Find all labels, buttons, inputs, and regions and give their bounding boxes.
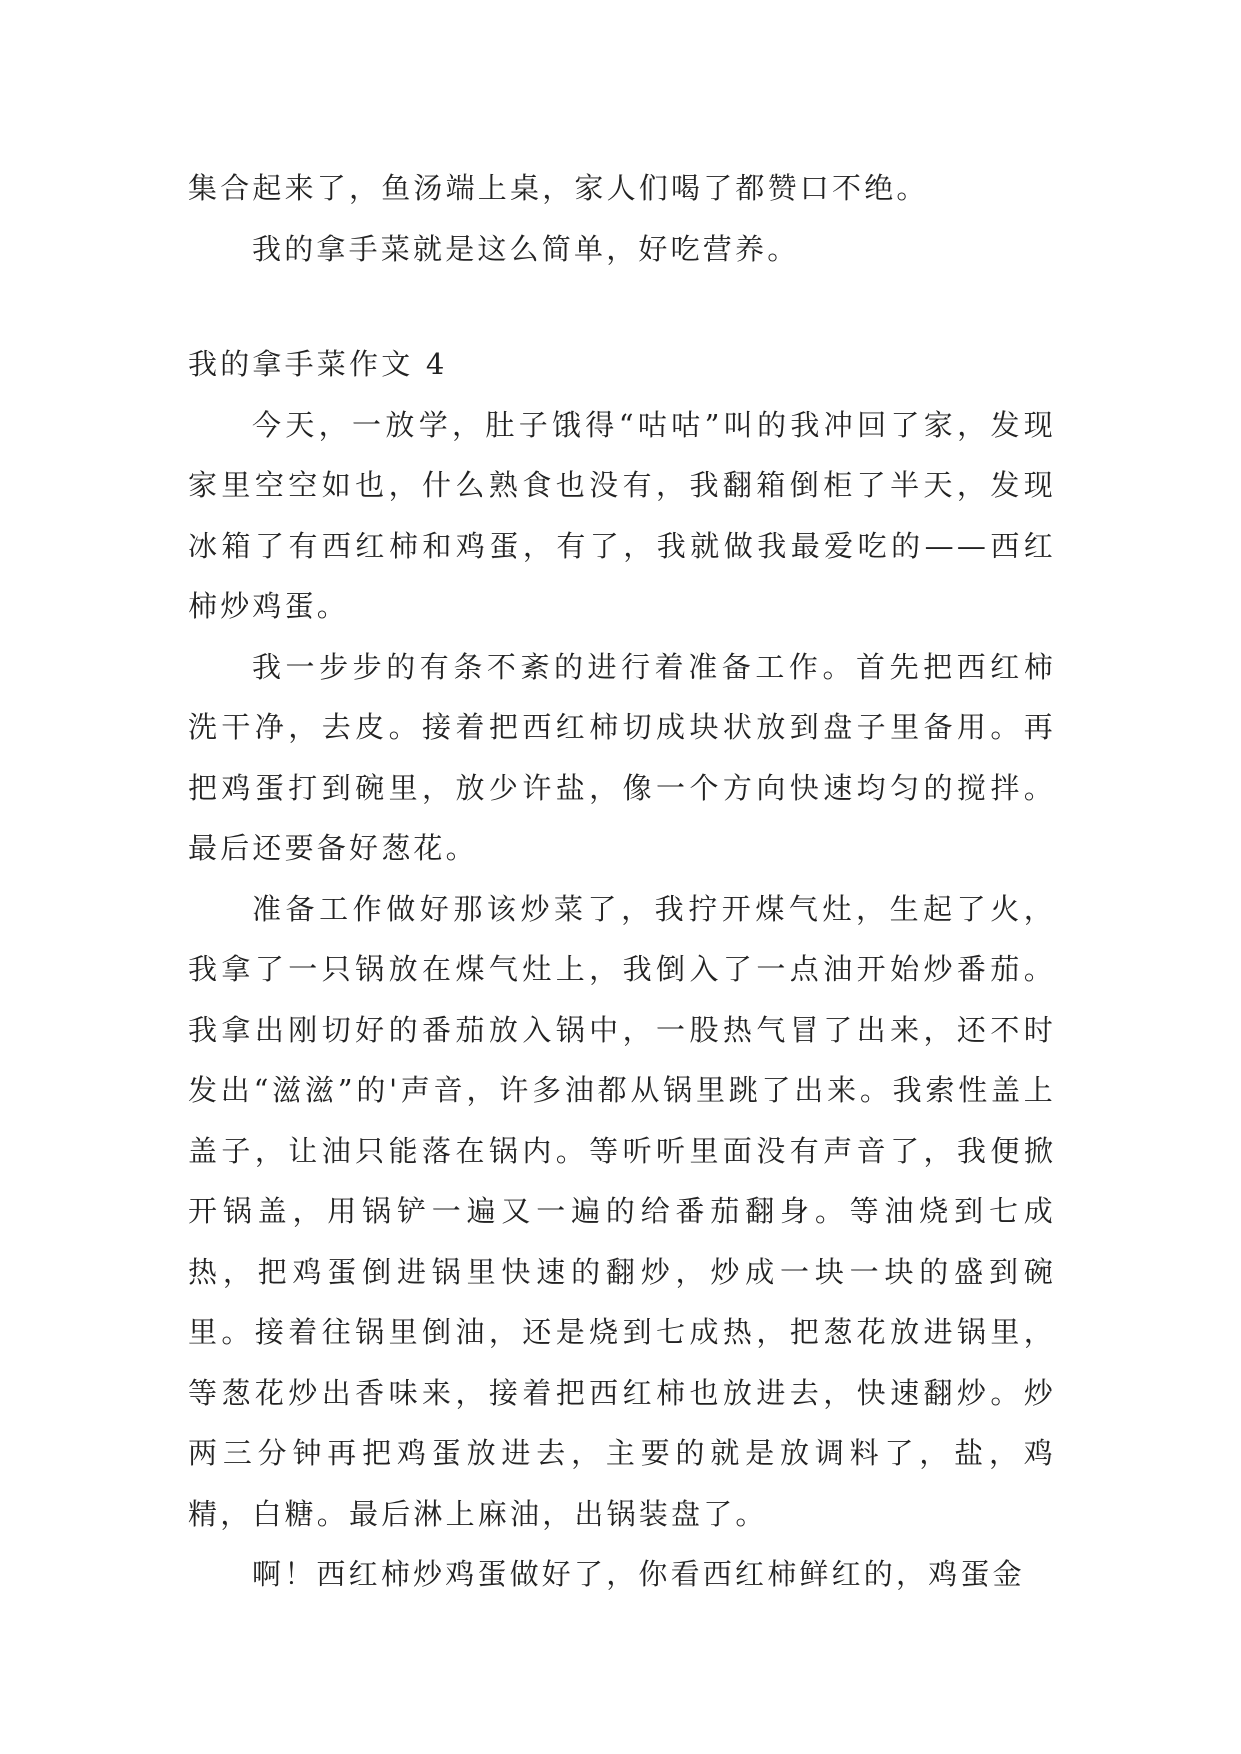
body-paragraph: 今天，一放学，肚子饿得“咕咕”叫的我冲回了家，发现家里空空如也，什么熟食也没有，我翻箱倒柜了半天，发现冰箱了有西红柿和鸡蛋，有了，我就做我最爱吃的——西红柿炒鸡蛋。 xyxy=(188,407,1056,623)
document-body xyxy=(188,158,1056,1605)
carryover-paragraph: 集合起来了，鱼汤端上桌，家人们喝了都赞口不绝。 xyxy=(188,171,929,205)
body-paragraph: 准备工作做好那该炒菜了，我拧开煤气灶，生起了火，我拿了一只锅放在煤气灶上，我倒入了一点油开始炒番茄。我拿出刚切好的番茄放入锅中，一股热气冒了出来，还不时发出“滋滋”的'声音，许多油都从锅里跳了出来。我索性盖上盖子，让油只能落在锅内。等听听里面没有声音了，我便掀开锅盖，用锅铲一遍又一遍的给番茄翻身。等油烧到七成热，把鸡蛋倒进锅里快速的翻炒，炒成一块一块的盛到碗里。接着往锅里倒油，还是烧到七成热，把葱花放进锅里，等葱花炒出香味来，接着把西红柿也放进去，快速翻炒。炒两三分钟再把鸡蛋放进去，主要的就是放调料了，盐，鸡精，白糖。最后淋上麻油，出锅装盘了。 xyxy=(188,891,1056,1531)
body-paragraph: 啊！西红柿炒鸡蛋做好了，你看西红柿鲜红的，鸡蛋金 xyxy=(252,1557,1025,1591)
section-title: 我的拿手菜作文 4 xyxy=(188,347,448,381)
body-paragraph: 我一步步的有条不紊的进行着准备工作。首先把西红柿洗干净，去皮。接着把西红柿切成块状放到盘子里备用。再把鸡蛋打到碗里，放少许盐，像一个方向快速均匀的搅拌。最后还要备好葱花。 xyxy=(188,649,1056,865)
closing-paragraph: 我的拿手菜就是这么简单，好吃营养。 xyxy=(252,231,800,266)
